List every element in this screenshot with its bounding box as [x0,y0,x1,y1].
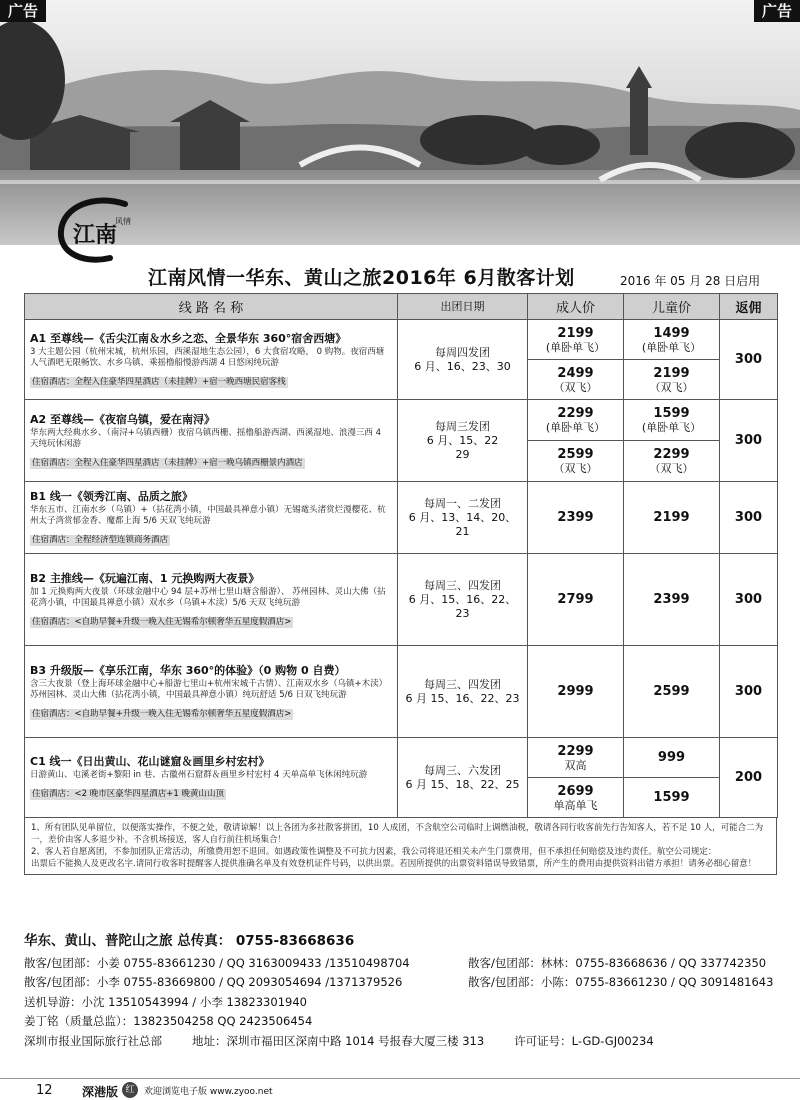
date-cell [398,554,528,646]
contact-section [24,932,784,1051]
adult-price-option [528,440,623,481]
price-value: 2199 [557,325,594,341]
price-value: 2499 [557,365,594,381]
date-cell [398,320,528,400]
date-line-1: 每周三、四发团 [424,578,501,592]
route-name: B2 主推线—《玩遍江南、1 元换购两大夜景》 [30,571,260,585]
price-value: 2699 [557,783,594,799]
page-title: 江南风情一华东、黄山之旅2016年 6月散客计划 [148,267,575,289]
price-note: (单卧单飞） [641,421,702,434]
adult-price-cell [528,320,624,400]
jiangnan-logo [55,196,140,266]
date-line-3: 21 [455,524,470,538]
date-line-3: 23 [455,606,470,620]
route-description: 含三大夜景（登上海环球金融中心+船游七里山+杭州宋城千古情）、江南双水乡（乌镇+木渎）苏州园林、灵山大佛（拈花湾小镇，中国最具禅意小镇）纯玩舒适 5/6 日双飞纯玩游 [30,678,388,700]
header-adult-price: 成人价 [528,294,624,320]
child-price-option [624,738,719,777]
route-description: 华东两大经典水乡、（南浔+乌镇西栅）夜宿乌镇西栅、摇橹船游西湖、西溪湿地、浪漫三西 4 天纯玩休闲游 [30,427,381,449]
license-number: 许可证号：L-GD-GJ00234 [514,1033,654,1048]
route-cell [25,400,398,482]
terms-notes [24,818,777,875]
child-price-option [624,400,719,440]
route-hotel: 住宿酒店：全程经济型连锁商务酒店 [32,534,169,545]
route-hotel: 住宿酒店：<自助早餐+升级一晚入住无锡希尔顿奢华五星度假酒店> [32,708,292,719]
rebate-cell: 300 [720,400,778,482]
child-price-cell [624,400,720,482]
route-cell [25,320,398,400]
child-price-option [624,359,719,399]
contact-row [24,973,784,993]
contact-entry: 散客/包团部：小李 0755-83669800 / QQ 2093054694 /1371379526 [24,975,403,989]
table-row [25,400,778,482]
contact-row [24,993,784,1013]
tour-schedule-table [24,293,777,875]
page-number: 12 [36,1083,53,1098]
footer-tagline: 欢迎浏览电子版 www.zyoo.net [144,1087,273,1097]
contact-entry: 散客/包团部：小姜 0755-83661230 / QQ 3163009433 /13510498704 [24,955,410,970]
route-name: A2 至尊线—《夜宿乌镇，爱在南浔》 [30,412,215,426]
rebate-cell: 300 [720,482,778,554]
table-row [25,482,778,554]
child-price-cell [624,320,720,400]
note-item: 出票后不能换人及更改名字.请同行收客时提醒客人提供准确名单及有效登机证件号码，以供出票。若因所提供的出票资料错误导致错票，所产生的费用由提供资料出错方承担！请务必细心留意！ [31,859,757,869]
contact-row [24,954,784,974]
child-price-cell [624,738,720,818]
company-address-row [24,1032,784,1052]
effective-date: 2016 年 05 月 28 日启用 [620,274,761,288]
table-header-row [25,294,778,320]
rebate-cell: 300 [720,646,778,738]
logo-main-text: 江南 [73,222,118,248]
adult-price-cell [528,738,624,818]
date-line-3: 29 [455,447,470,461]
header-route: 线 路 名 称 [25,294,398,320]
child-price-option [624,320,719,359]
table-row [25,320,778,400]
date-cell [398,400,528,482]
route-name: B1 线一《领秀江南、品质之旅》 [30,489,193,503]
adult-price-option [528,738,623,777]
table-row [25,554,778,646]
ad-label-left: 广告 [0,0,46,22]
route-hotel: 住宿酒店：全程入住豪华四星酒店（未挂牌）+宿一晚西塘民宿客栈 [32,376,286,387]
date-line-1: 每周三、四发团 [424,677,501,691]
price-note: （双飞） [649,462,694,475]
price-value: 1599 [653,406,690,421]
date-line-2: 6 月 15、18、22、25 [405,777,520,791]
date-cell [398,482,528,554]
route-description: 华东五市、江南水乡（乌镇）+（拈花湾小镇，中国最具禅意小镇）无锡鼋头渚赏烂漫樱花、杭州太子湾赏郁金香、魔都上海 5/6 天双飞纯玩游 [30,504,386,526]
note-item: 1、所有团队见单留位，以便落实操作，不便之处，敬请谅解！以上各团为多社散客拼团，10 人成团，不含航空公司临时上调燃油税，敬请各同行收客前先行告知客人，若不足 10 人，可能合二为一，差价由客人多退少补。不含机场接送，客人自行前往机场集合！ [31,823,764,845]
price-value: 1499 [653,325,690,341]
header-date: 出团日期 [398,294,528,320]
date-cell [398,646,528,738]
company-name: 深圳市报业国际旅行社总部 [24,1033,162,1048]
route-description: 加 1 元换购两大夜景（环球金融中心 94 层+苏州七里山塘含船游）、 苏州园林、灵山大佛（拈花湾小镇，中国最具禅意小镇）双水乡（乌镇+木渎）5/6 天双飞纯玩游 [30,586,386,608]
route-name: C1 线一《日出黄山、花山谜窟＆画里乡村宏村》 [30,755,270,768]
price-value: 2299 [557,743,594,759]
header-child-price: 儿童价 [624,294,720,320]
route-name: A1 至尊线—《舌尖江南＆水乡之恋、全景华东 360°宿舍西塘》 [30,331,347,345]
price-note: 单高单飞 [553,798,598,812]
price-note: (单卧单飞） [545,421,606,434]
adult-price-cell: 2999 [528,646,624,738]
child-price-option [624,440,719,481]
price-value: 2199 [653,365,690,381]
route-cell [25,646,398,738]
route-description: 日游黄山、屯溪老街+黎阳 in 巷、古徽州石窟群＆画里乡村宏村 4 天单高单飞休闲纯玩游 [30,770,368,780]
price-value: 2599 [557,447,594,462]
page-footer [0,1078,800,1100]
route-cell [25,738,398,818]
rebate-cell: 300 [720,554,778,646]
route-description: 3 大主题公园（杭州宋城，杭州乐园，西溪湿地生态公园），6 大食宿攻略， 0 购物。夜宿西塘人气酒吧无限畅饮、水乡乌镇、乘摇橹船慢游西湖 4 日悠闲纯玩游 [30,346,385,368]
date-line-1: 每周一、二发团 [424,496,501,510]
date-cell [398,738,528,818]
child-price-cell: 2399 [624,554,720,646]
route-hotel: 住宿酒店：<自助早餐+升级一晚入住无锡希尔顿奢华五星度假酒店> [32,616,292,627]
date-line-2: 6 月、15、16、22、 [408,592,517,606]
table-row [25,646,778,738]
route-cell [25,554,398,646]
adult-price-cell: 2799 [528,554,624,646]
price-value: 2299 [653,447,690,462]
adult-price-option [528,320,623,359]
child-price-option [624,777,719,817]
price-value: 1599 [653,790,690,805]
note-item: 2、客人若自愿离团，不参加团队正常活动，所缴费用恕不退回。如遇政策性调整及不可抗力因素，我公司将退还相关未产生门票费用，但不承担任何赔偿及违约责任。航空公司规定： [31,847,717,857]
price-note: （双飞） [553,380,598,394]
contact-entry: 姜丁铭（质量总监）：13823504258 QQ 2423506454 [24,1014,313,1028]
adult-price-option [528,359,623,399]
price-note: (单卧单飞） [545,340,606,354]
contact-headline: 华东、黄山、普陀山之旅 总传真： 0755-83668636 [24,933,355,949]
logo-brush-circle [55,196,140,266]
price-note: (单卧单飞） [641,340,702,354]
child-price-cell: 2199 [624,482,720,554]
contact-entry: 送机导游：小沈 13510543994 / 小李 13823301940 [24,994,307,1009]
price-note: （双飞） [553,462,598,475]
route-hotel: 住宿酒店：全程入住豪华四星酒店（未挂牌）+宿一晚乌镇西栅景内酒店 [32,457,303,468]
adult-price-cell [528,400,624,482]
date-line-1: 每周三、六发团 [424,763,501,777]
route-cell [25,482,398,554]
company-address: 地址：深圳市福田区深南中路 1014 号报春大厦三楼 313 [192,1033,485,1048]
table-row [25,738,778,818]
edition-badge-icon: 红 [122,1082,138,1098]
price-note: （双飞） [649,380,694,394]
contact-row [24,1012,784,1032]
route-hotel: 住宿酒店：<2 晚市区豪华四星酒店+1 晚黄山山顶 [32,789,224,799]
adult-price-cell: 2399 [528,482,624,554]
rebate-cell: 300 [720,320,778,400]
price-value: 2299 [557,406,594,421]
logo-sub-text: 风情 [115,217,131,226]
date-line-2: 6 月、13、14、20、 [408,510,517,524]
contact-entry: 散客/包团部：小陈：0755-83661230 / QQ 3091481643 [468,975,774,989]
child-price-cell: 2599 [624,646,720,738]
date-line-1: 每周三发团 [435,419,490,433]
price-value: 999 [657,750,686,765]
date-line-1: 每周四发团 [435,345,490,359]
header-rebate: 返佣 [720,294,778,320]
date-line-2: 6 月 15、16、22、23 [405,691,520,705]
adult-price-option [528,777,623,817]
contact-entry: 散客/包团部：林林：0755-83668636 / QQ 337742350 [468,955,767,970]
date-line-2: 6 月、15、22 [426,433,499,447]
route-name: B3 升级版—《享乐江南，华东 360°的体验》（0 购物 0 自费） [30,663,346,677]
price-note: 双高 [564,758,587,772]
date-line-2: 6 月、16、23、30 [414,359,511,373]
ad-label-right: 广告 [754,0,800,22]
adult-price-option [528,400,623,440]
edition-label: 深港版 [82,1085,119,1099]
rebate-cell: 200 [720,738,778,818]
